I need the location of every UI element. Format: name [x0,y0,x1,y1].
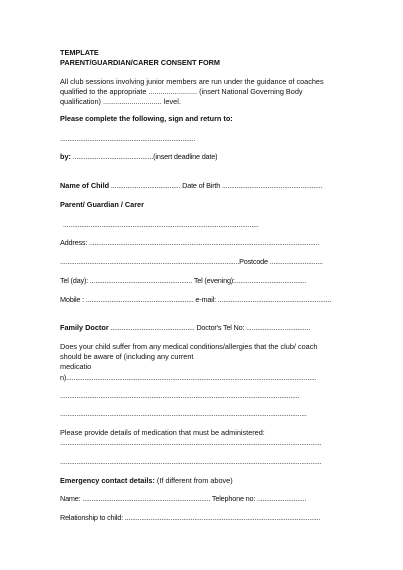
postcode-field[interactable]: ..................................................................................................Postcode ............................. [60,257,323,266]
intro-line-3: qualification) ............................. level. [60,97,181,107]
return-address-line[interactable]: .......................................................................... [60,134,196,143]
medical-field-3[interactable]: ....................................................................................................................................... [60,409,307,418]
form-title: PARENT/GUARDIAN/CARER CONSENT FORM [60,58,220,67]
guardian-label: Parent/ Guardian / Carer [60,200,144,209]
child-name-label: Name of Child [60,181,110,190]
emergency-name-phone-field[interactable]: Name: ...................................................................... Telephone no: ........................... [60,494,307,503]
child-row [60,181,322,191]
deadline-label: by: [60,152,71,161]
doctor-label: Family Doctor [60,323,109,332]
child-name-dob-field[interactable]: ...................................... Date of Birth ....................................................... [109,181,323,190]
emergency-label: Emergency contact details: [60,476,155,485]
relationship-field[interactable]: Relationship to child: ........................................................................................................... [60,513,321,522]
medical-line-1: Does your child suffer from any medical conditions/allergies that the club/ coach [60,342,318,351]
medical-line-3: medicatio [60,362,92,372]
medical-field-2[interactable]: ................................................................................................................................... [60,391,300,400]
emergency-row [60,476,233,486]
form-header [60,48,220,68]
doctor-field[interactable]: .............................................. Doctor's Tel No: ................................... [108,323,311,332]
medical-line-4[interactable]: n)......................................................................................................................................... [60,372,317,382]
medication-field-1[interactable]: ............................................................................................................................................... [60,438,322,447]
telephone-field[interactable]: Tel (day): ........................................................ Tel (evening):....................................... [60,276,307,285]
address-field[interactable]: Address: .............................................................................................................................. [60,238,320,247]
medical-section [60,342,350,383]
doctor-row [60,323,350,333]
intro-paragraph [60,77,360,108]
medication-label: Please provide details of medication that must be administered: [60,428,265,437]
medical-line-2: should be aware of (including any current [60,352,194,362]
return-instruction: Please complete the following, sign and return to: [60,114,233,123]
medication-field-2[interactable]: ............................................................................................................................................... [60,457,322,466]
guardian-name-field[interactable]: ........................................................................................................... [63,220,259,229]
intro-line-2: qualified to the appropriate ........................ (insert National Governing Body [60,87,303,97]
mobile-email-field[interactable]: Mobile : ........................................................... e-mail: .............................................................. [60,295,332,304]
intro-line-1: All club sessions involving junior members are run under the guidance of coaches [60,77,324,86]
emergency-note: (If different from above) [154,476,233,485]
deadline-field[interactable]: ............................................(insert deadline date) [70,152,218,161]
deadline-row [60,152,217,162]
template-label: TEMPLATE [60,48,99,57]
